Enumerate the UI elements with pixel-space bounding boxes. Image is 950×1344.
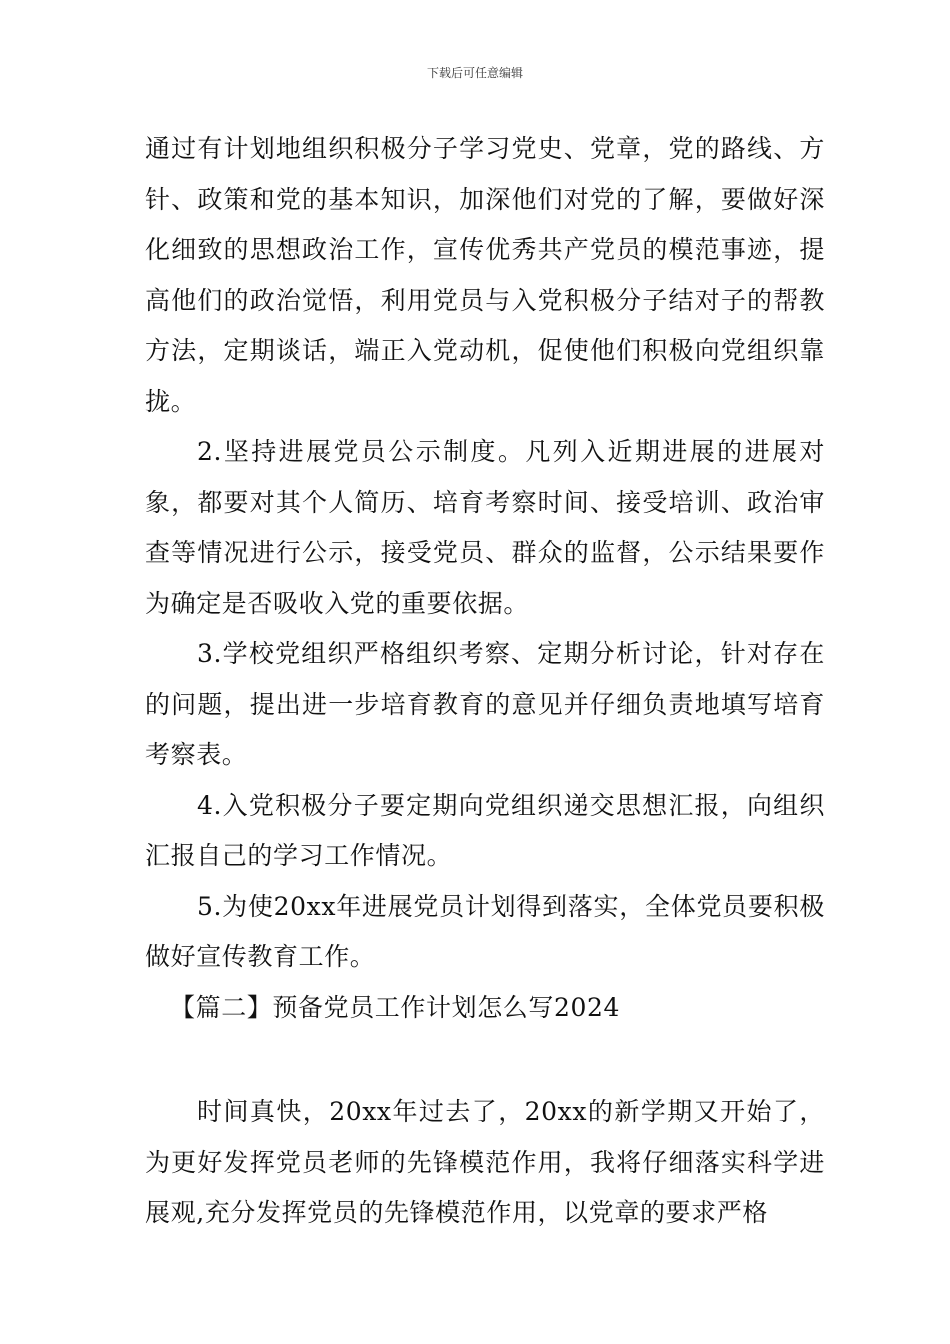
section-spacer — [145, 1033, 825, 1087]
paragraph-continuation: 通过有计划地组织积极分子学习党史、党章，党的路线、方针、政策和党的基本知识，加深他们对党的了解，要做好深化细致的思想政治工作，宣传优秀共产党员的模范事迹，提高他们的政治觉悟，利用党员与入党积极分子结对子的帮教方法，定期谈话，端正入党动机，促使他们积极向党组织靠拢。 — [145, 134, 825, 416]
document-body — [145, 124, 825, 1239]
paragraph-item-2: 2.坚持进展党员公示制度。凡列入近期进展的进展对象，都要对其个人简历、培育考察时间、接受培训、政治审查等情况进行公示，接受党员、群众的监督，公示结果要作为确定是否吸收入党的重要依据。 — [145, 437, 825, 618]
section-heading: 【篇二】预备党员工作计划怎么写2024 — [170, 992, 621, 1022]
paragraph-item-5: 5.为使20xx年进展党员计划得到落实，全体党员要积极做好宣传教育工作。 — [145, 891, 825, 971]
section-paragraph: 时间真快，20xx年过去了，20xx的新学期又开始了，为更好发挥党员老师的先锋模范作用，我将仔细落实科学进展观,充分发挥党员的先锋模范作用，以党章的要求严格 — [145, 1097, 825, 1227]
paragraph-item-3: 3.学校党组织严格组织考察、定期分析讨论，针对存在的问题，提出进一步培育教育的意见并仔细负责地填写培育考察表。 — [145, 639, 825, 769]
page-header: 下载后可任意编辑 — [426, 66, 523, 80]
paragraph-item-4: 4.入党积极分子要定期向党组织递交思想汇报，向组织汇报自己的学习工作情况。 — [145, 790, 825, 870]
